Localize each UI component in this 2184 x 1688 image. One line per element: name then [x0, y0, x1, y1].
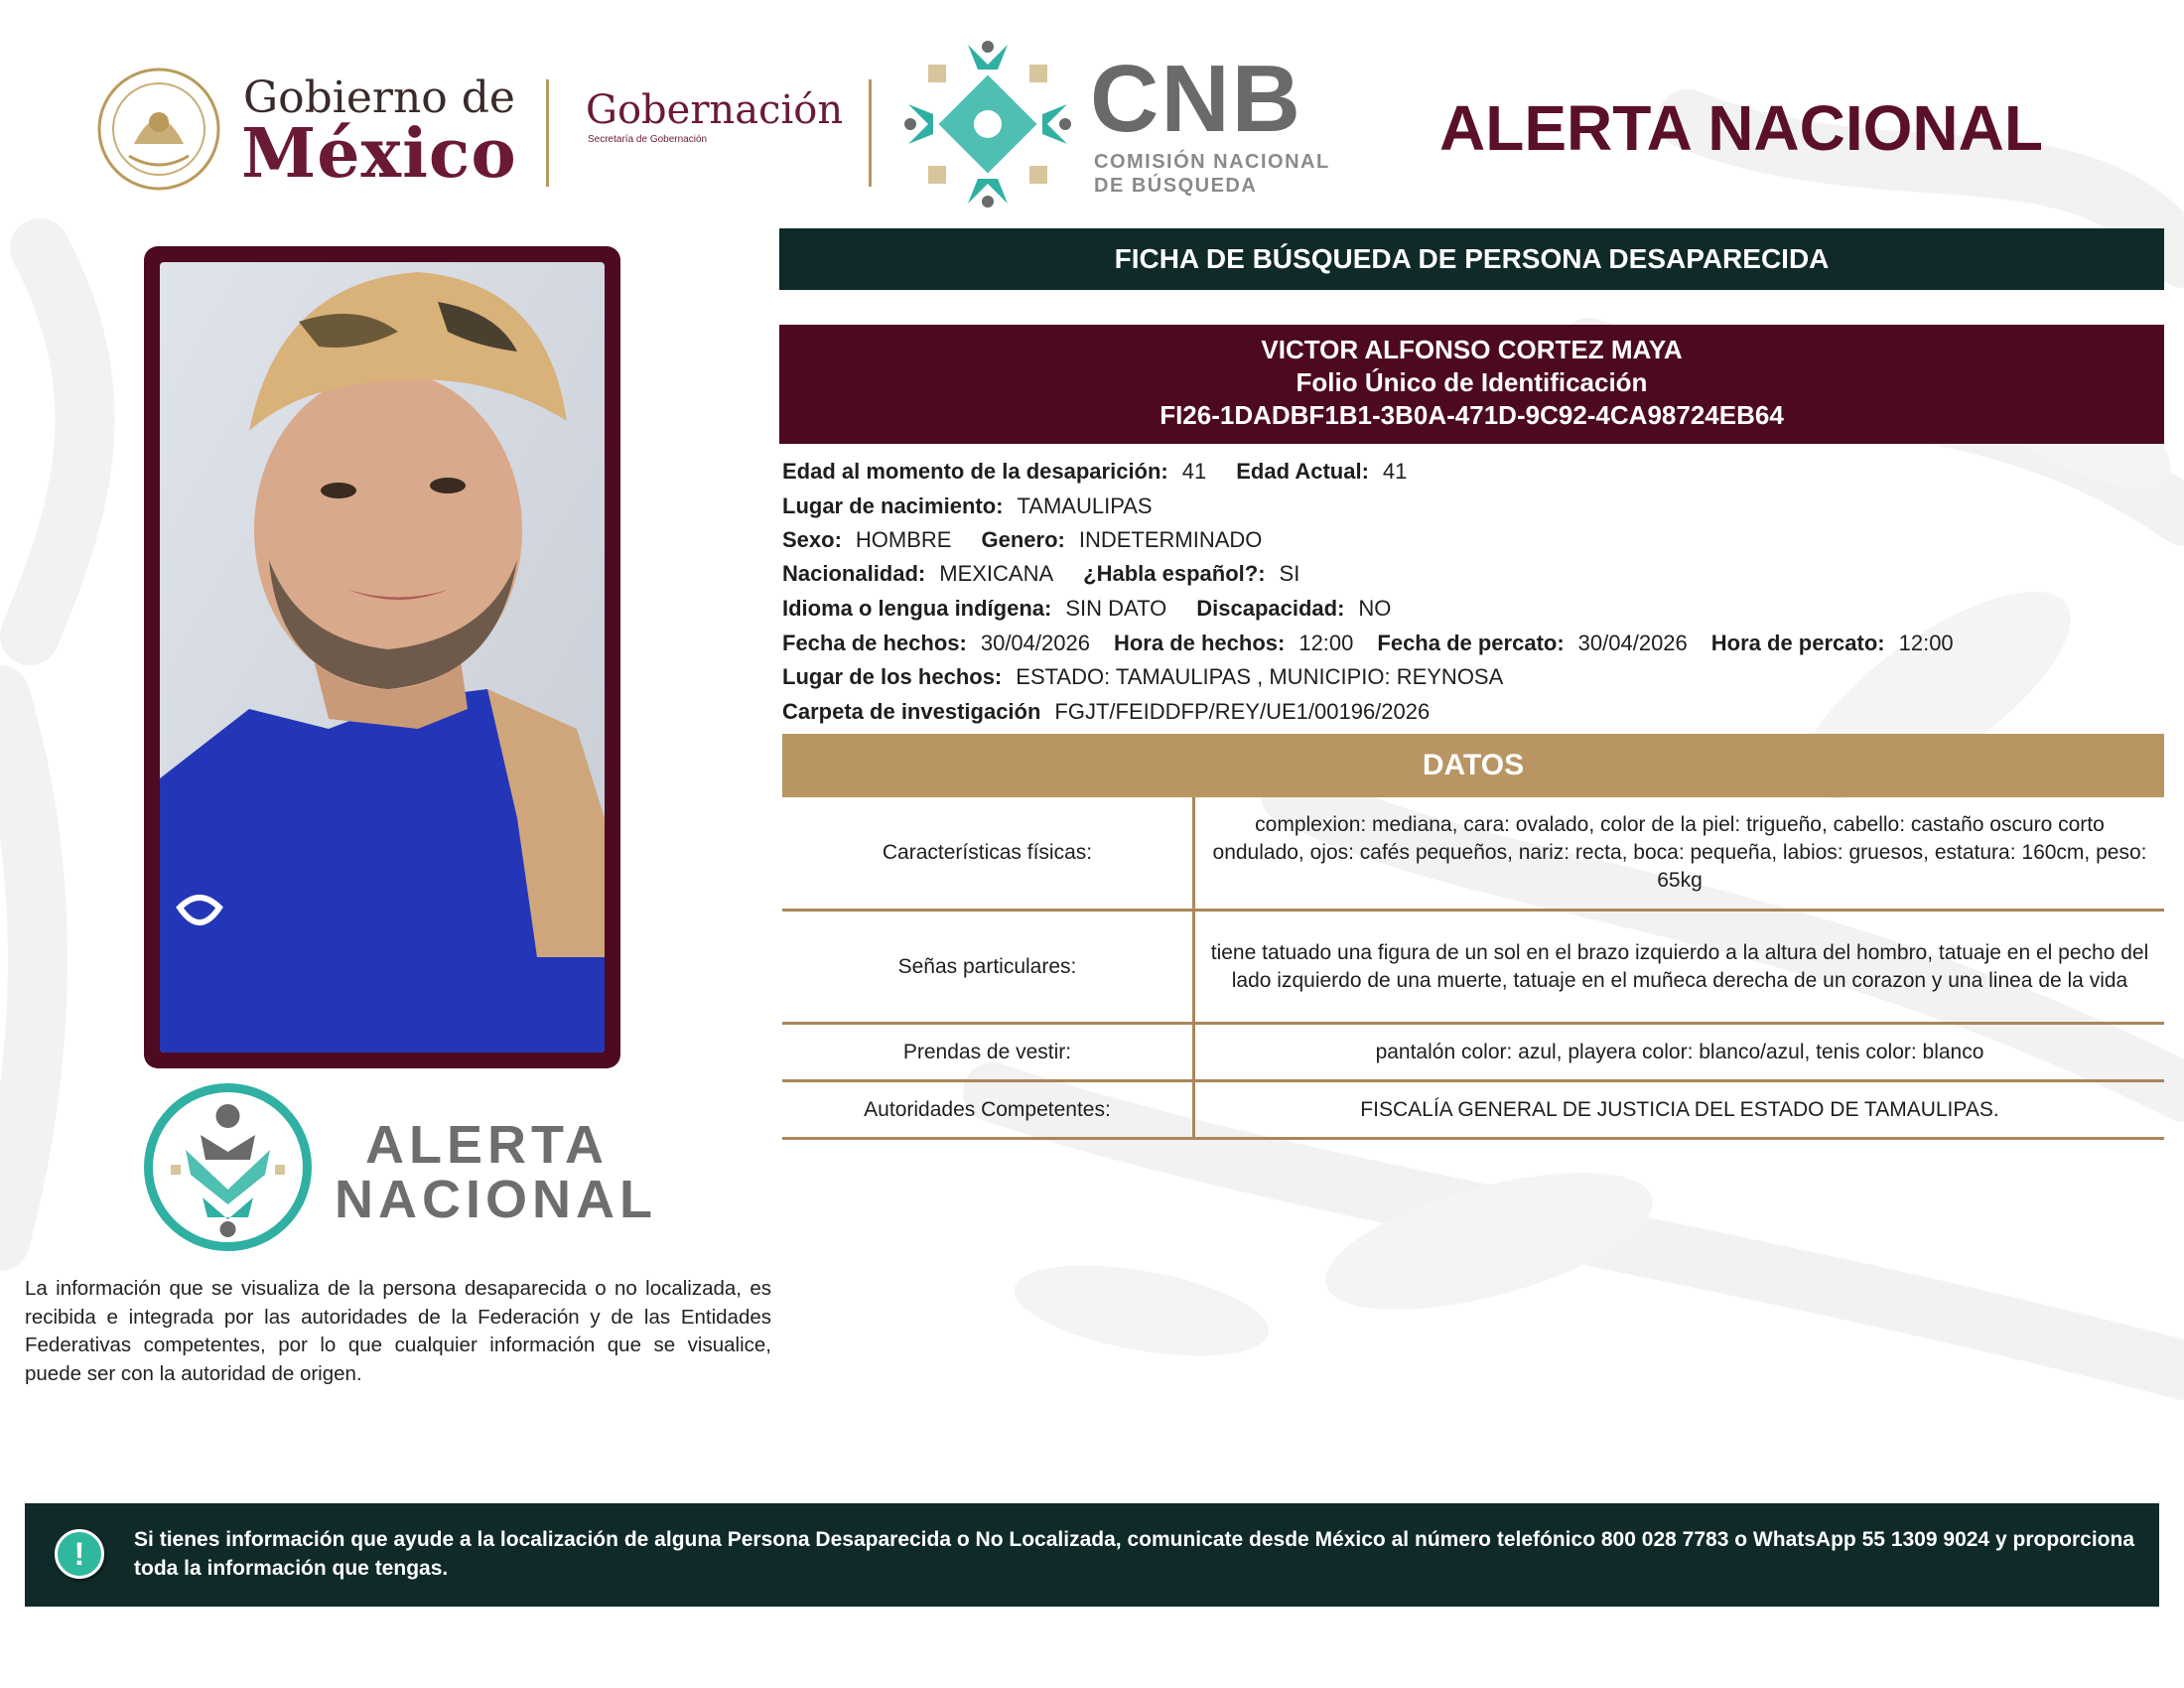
info-line-lugar	[782, 664, 1533, 690]
datos-header: DATOS	[782, 734, 2164, 797]
datos-row	[782, 797, 2164, 912]
info-line-carpeta	[782, 699, 1459, 725]
sexo-value: HOMBRE	[855, 527, 952, 552]
idioma-label: Idioma o lengua indígena:	[782, 596, 1052, 621]
disclaimer-text: La información que se visualiza de la persona desaparecida o no localizada, es recibida e integrada por las autoridades de la Federación y de las Entidades Federativas competentes, por lo que cualquier información que se visualice, puede ser con la autoridad de origen.	[25, 1277, 771, 1385]
edad-desap-label: Edad al momento de la desaparición:	[782, 459, 1168, 484]
lugar-hechos-label: Lugar de los hechos:	[782, 664, 1003, 689]
info-line-nacionalidad	[782, 561, 1329, 587]
edad-actual-value: 41	[1382, 459, 1408, 484]
header-divider	[869, 79, 872, 187]
sexo-label: Sexo:	[782, 527, 842, 552]
discapacidad-value: NO	[1358, 596, 1392, 621]
carpeta-label: Carpeta de investigación	[782, 699, 1041, 724]
datos-table	[782, 797, 2164, 1140]
footer-text: Si tienes información que ayude a la localización de alguna Persona Desaparecida o No Localizada, comunicate desde México al número telefónico 800 028 7783 o WhatsApp 55 1309 9024 y proporciona toda la información que tengas.	[134, 1528, 2134, 1580]
gobernacion-subtitle: Secretaría de Gobernación	[588, 134, 708, 145]
datos-row-value: tiene tatuado una figura de un sol en el brazo izquierdo a la altura del hombro, tatuaje en el pecho del lado izquierdo de una muerte, tatuaje en el muñeca derecha de un corazon y una linea de la vida	[1210, 940, 2149, 992]
cnb-wordmark: CNB	[1090, 46, 1302, 152]
datos-row-value: pantalón color: azul, playera color: blanco/azul, tenis color: blanco	[1375, 1040, 1984, 1063]
ficha-title-bar: FICHA DE BÚSQUEDA DE PERSONA DESAPARECIDA	[779, 228, 2164, 290]
folio-label: Folio Único de Identificación	[1296, 367, 1648, 397]
hora-percato-value: 12:00	[1898, 631, 1954, 655]
lugar-hechos-value: ESTADO: TAMAULIPAS , MUNICIPIO: REYNOSA	[1016, 664, 1504, 689]
folio-value: FI26-1DADBF1B1-3B0A-471D-9C92-4CA98724EB64	[1160, 400, 1784, 430]
edad-desap-value: 41	[1181, 459, 1207, 484]
genero-value: INDETERMINADO	[1078, 527, 1263, 552]
exclamation-icon: !	[55, 1529, 104, 1579]
national-seal-icon	[94, 65, 223, 194]
espanol-value: SI	[1279, 561, 1300, 586]
gobierno-line2: México	[241, 114, 517, 194]
datos-row-label: Características físicas:	[782, 797, 1195, 909]
nacionalidad-value: MEXICANA	[939, 561, 1054, 586]
hora-percato-label: Hora de percato:	[1710, 631, 1885, 655]
idioma-value: SIN DATO	[1065, 596, 1167, 621]
info-line-edad	[782, 459, 1436, 485]
person-header	[779, 325, 2164, 444]
hora-hechos-value: 12:00	[1298, 631, 1354, 655]
fecha-percato-label: Fecha de percato:	[1377, 631, 1565, 655]
genero-label: Genero:	[981, 527, 1065, 552]
datos-row	[782, 1082, 2164, 1140]
datos-row-value: complexion: mediana, cara: ovalado, color de la piel: trigueño, cabello: castaño oscuro corto ondulado, ojos: cafés pequeños, nariz: recta, boca: pequeña, labios: gruesos, estatura: 160cm, peso: 65kg	[1212, 813, 2147, 892]
info-line-nacimiento	[782, 493, 1182, 519]
datos-row-label: Señas particulares:	[782, 912, 1195, 1022]
fecha-hechos-label: Fecha de hechos:	[782, 631, 967, 655]
fecha-hechos-value: 30/04/2026	[980, 631, 1090, 655]
cnb-subtitle-line2: DE BÚSQUEDA	[1094, 175, 1258, 197]
fecha-percato-value: 30/04/2026	[1577, 631, 1688, 655]
footer-banner	[25, 1503, 2159, 1607]
alerta-nacional-emblem-icon	[141, 1080, 315, 1254]
datos-row-value: FISCALÍA GENERAL DE JUSTICIA DEL ESTADO DE TAMAULIPAS.	[1360, 1097, 1999, 1121]
cnb-subtitle-line1: COMISIÓN NACIONAL	[1094, 151, 1330, 173]
nacimiento-value: TAMAULIPAS	[1017, 493, 1153, 518]
gobernacion-logo-text: Gobernación	[586, 87, 844, 133]
header-divider	[546, 79, 549, 187]
carpeta-value: FGJT/FEIDDFP/REY/UE1/00196/2026	[1054, 699, 1431, 724]
datos-row	[782, 1025, 2164, 1082]
datos-row-label: Prendas de vestir:	[782, 1025, 1195, 1079]
info-line-sexo	[782, 527, 1292, 553]
alerta-logo-line2: NACIONAL	[335, 1170, 657, 1229]
info-line-fechas	[782, 631, 1983, 656]
datos-row-label: Autoridades Competentes:	[782, 1082, 1195, 1137]
alerta-logo-line1: ALERTA	[365, 1115, 609, 1175]
discapacidad-label: Discapacidad:	[1196, 596, 1345, 621]
datos-row	[782, 912, 2164, 1025]
gobierno-line1: Gobierno de	[243, 72, 515, 123]
photo-frame	[144, 246, 620, 1068]
edad-actual-label: Edad Actual:	[1236, 459, 1369, 484]
alerta-nacional-title: ALERTA NACIONAL	[1439, 92, 2043, 164]
espanol-label: ¿Habla español?:	[1083, 561, 1266, 586]
person-name: VICTOR ALFONSO CORTEZ MAYA	[1261, 335, 1683, 364]
hora-hechos-label: Hora de hechos:	[1113, 631, 1286, 655]
gobierno-mexico-logo	[94, 65, 541, 194]
nacionalidad-label: Nacionalidad:	[782, 561, 926, 586]
person-photo	[160, 262, 605, 1053]
cnb-emblem-icon	[898, 35, 1077, 213]
info-line-idioma	[782, 596, 1421, 622]
nacimiento-label: Lugar de nacimiento:	[782, 493, 1004, 518]
person-photo-illustration	[160, 262, 605, 1053]
